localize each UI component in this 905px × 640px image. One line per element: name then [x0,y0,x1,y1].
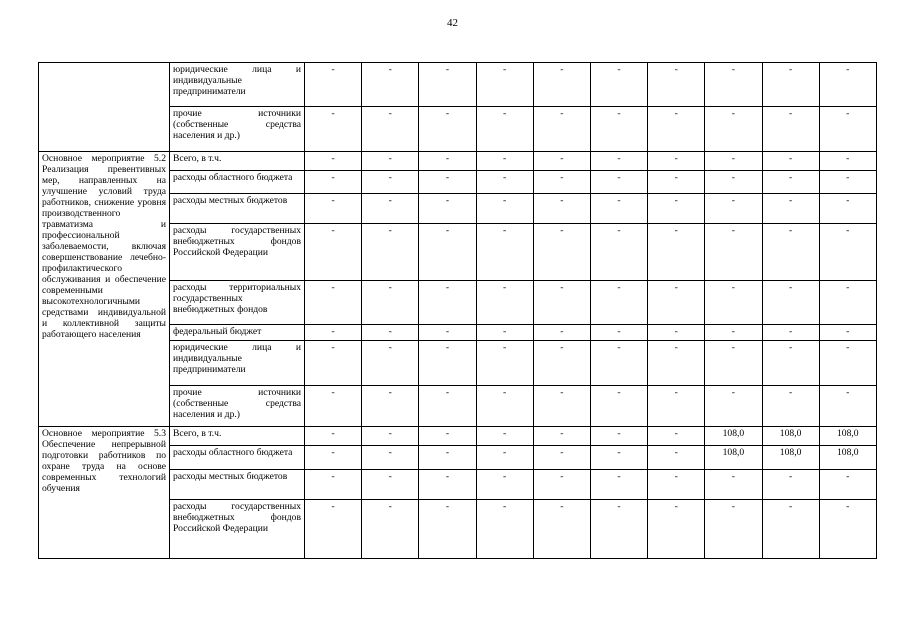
value-cell: - [533,63,590,107]
value-cell: - [305,281,362,325]
value-cell: - [590,386,647,427]
value-cell: 108,0 [762,446,819,470]
funding-source-cell: юридические лица и индивидуальные предприниматели [170,63,305,107]
value-cell: - [819,107,876,152]
value-cell: - [476,427,533,446]
value-cell: - [305,427,362,446]
value-cell: - [305,63,362,107]
funding-source-cell: Всего, в т.ч. [170,152,305,171]
funding-source-cell: прочие источники (собственные средства населения и др.) [170,386,305,427]
value-cell: - [476,500,533,559]
value-cell: - [362,325,419,341]
value-cell: - [590,341,647,386]
value-cell: - [819,152,876,171]
value-cell: - [590,194,647,224]
value-cell: - [705,107,762,152]
value-cell: 108,0 [705,446,762,470]
value-cell: - [590,152,647,171]
value-cell: 108,0 [819,446,876,470]
funding-source-cell: прочие источники (собственные средства населения и др.) [170,107,305,152]
value-cell: - [362,341,419,386]
value-cell: - [819,470,876,500]
value-cell: - [648,446,705,470]
value-cell: - [476,325,533,341]
value-cell: - [705,500,762,559]
value-cell: - [476,152,533,171]
value-cell: - [762,152,819,171]
value-cell: - [305,171,362,194]
value-cell: - [590,107,647,152]
value-cell: - [705,152,762,171]
value-cell: - [590,427,647,446]
value-cell: - [419,325,476,341]
value-cell: - [648,386,705,427]
value-cell: - [533,107,590,152]
value-cell: - [419,63,476,107]
value-cell: - [305,470,362,500]
value-cell: - [419,386,476,427]
value-cell: - [476,63,533,107]
funding-source-cell: расходы областного бюджета [170,446,305,470]
value-cell: - [590,224,647,281]
value-cell: - [648,470,705,500]
value-cell: - [305,500,362,559]
value-cell: - [648,63,705,107]
value-cell: - [762,107,819,152]
value-cell: - [533,224,590,281]
value-cell: - [762,500,819,559]
value-cell: - [533,325,590,341]
value-cell: - [819,281,876,325]
table-row [39,427,877,446]
value-cell: - [362,107,419,152]
value-cell: - [533,427,590,446]
value-cell: - [476,194,533,224]
value-cell: - [705,386,762,427]
value-cell: - [533,341,590,386]
value-cell: - [762,281,819,325]
value-cell: - [648,224,705,281]
value-cell: - [419,341,476,386]
value-cell: - [362,224,419,281]
value-cell: - [533,152,590,171]
table-row [39,152,877,171]
value-cell: - [590,325,647,341]
value-cell: - [819,500,876,559]
value-cell: - [362,281,419,325]
value-cell: - [762,386,819,427]
value-cell: - [590,171,647,194]
measure-cell [39,63,170,152]
value-cell: - [305,325,362,341]
value-cell: - [762,224,819,281]
value-cell: - [648,152,705,171]
value-cell: - [819,386,876,427]
value-cell: - [419,107,476,152]
value-cell: - [533,386,590,427]
value-cell: - [819,194,876,224]
value-cell: - [762,194,819,224]
value-cell: - [419,152,476,171]
value-cell: - [305,341,362,386]
value-cell: - [362,194,419,224]
value-cell: - [419,427,476,446]
value-cell: - [533,281,590,325]
value-cell: - [305,386,362,427]
funding-source-cell: юридические лица и индивидуальные предприниматели [170,341,305,386]
value-cell: - [819,63,876,107]
value-cell: - [419,446,476,470]
value-cell: - [590,446,647,470]
value-cell: - [419,194,476,224]
value-cell: - [648,427,705,446]
value-cell: - [648,194,705,224]
value-cell: - [648,281,705,325]
value-cell: - [648,341,705,386]
value-cell: - [476,107,533,152]
funding-source-cell: федеральный бюджет [170,325,305,341]
value-cell: - [476,224,533,281]
value-cell: 108,0 [819,427,876,446]
value-cell: - [419,281,476,325]
value-cell: - [305,224,362,281]
funding-source-cell: расходы областного бюджета [170,171,305,194]
funding-table [38,62,877,559]
value-cell: - [533,171,590,194]
measure-cell: Основное мероприятие 5.3 Обеспечение непрерывной подготовки работников по охране труда на основе современных технологий обучения [39,427,170,559]
value-cell: - [533,470,590,500]
funding-source-cell: расходы местных бюджетов [170,194,305,224]
value-cell: - [819,171,876,194]
value-cell: 108,0 [705,427,762,446]
value-cell: - [762,470,819,500]
value-cell: - [648,171,705,194]
value-cell: - [362,427,419,446]
value-cell: - [476,171,533,194]
value-cell: - [762,341,819,386]
value-cell: - [362,152,419,171]
value-cell: - [819,341,876,386]
value-cell: - [819,325,876,341]
table-row [39,63,877,107]
value-cell: - [705,63,762,107]
value-cell: - [705,194,762,224]
value-cell: - [762,325,819,341]
value-cell: - [476,386,533,427]
value-cell: - [762,63,819,107]
value-cell: - [362,446,419,470]
table-body [39,63,877,559]
value-cell: - [705,224,762,281]
value-cell: - [476,281,533,325]
funding-source-cell: расходы местных бюджетов [170,470,305,500]
value-cell: - [419,470,476,500]
value-cell: - [305,194,362,224]
value-cell: - [533,446,590,470]
value-cell: - [819,224,876,281]
value-cell: - [476,341,533,386]
value-cell: - [762,171,819,194]
measure-cell: Основное мероприятие 5.2 Реализация превентивных мер, направленных на улучшение условий труда работников, снижение уровня производственного травматизма и профессиональной заболеваемости, включая совершенствование лечебно-профилактического обслуживания и обеспечение современными высокотехнологичными средствами индивидуальной и коллективной защиты работающего населения [39,152,170,427]
value-cell: - [419,224,476,281]
value-cell: - [362,470,419,500]
funding-source-cell: расходы территориальных государственных внебюджетных фондов [170,281,305,325]
value-cell: - [590,281,647,325]
value-cell: - [590,470,647,500]
value-cell: - [419,171,476,194]
value-cell: - [648,107,705,152]
value-cell: - [476,470,533,500]
value-cell: - [305,107,362,152]
value-cell: - [705,171,762,194]
funding-source-cell: расходы государственных внебюджетных фондов Российской Федерации [170,500,305,559]
value-cell: - [590,63,647,107]
value-cell: - [362,171,419,194]
funding-source-cell: Всего, в т.ч. [170,427,305,446]
value-cell: - [705,325,762,341]
value-cell: 108,0 [762,427,819,446]
value-cell: - [705,470,762,500]
value-cell: - [590,500,647,559]
funding-source-cell: расходы государственных внебюджетных фондов Российской Федерации [170,224,305,281]
page-number: 42 [447,17,458,29]
value-cell: - [705,341,762,386]
value-cell: - [362,386,419,427]
value-cell: - [705,281,762,325]
value-cell: - [533,194,590,224]
value-cell: - [419,500,476,559]
value-cell: - [533,500,590,559]
value-cell: - [648,325,705,341]
value-cell: - [305,446,362,470]
value-cell: - [476,446,533,470]
value-cell: - [305,152,362,171]
value-cell: - [362,500,419,559]
value-cell: - [648,500,705,559]
value-cell: - [362,63,419,107]
